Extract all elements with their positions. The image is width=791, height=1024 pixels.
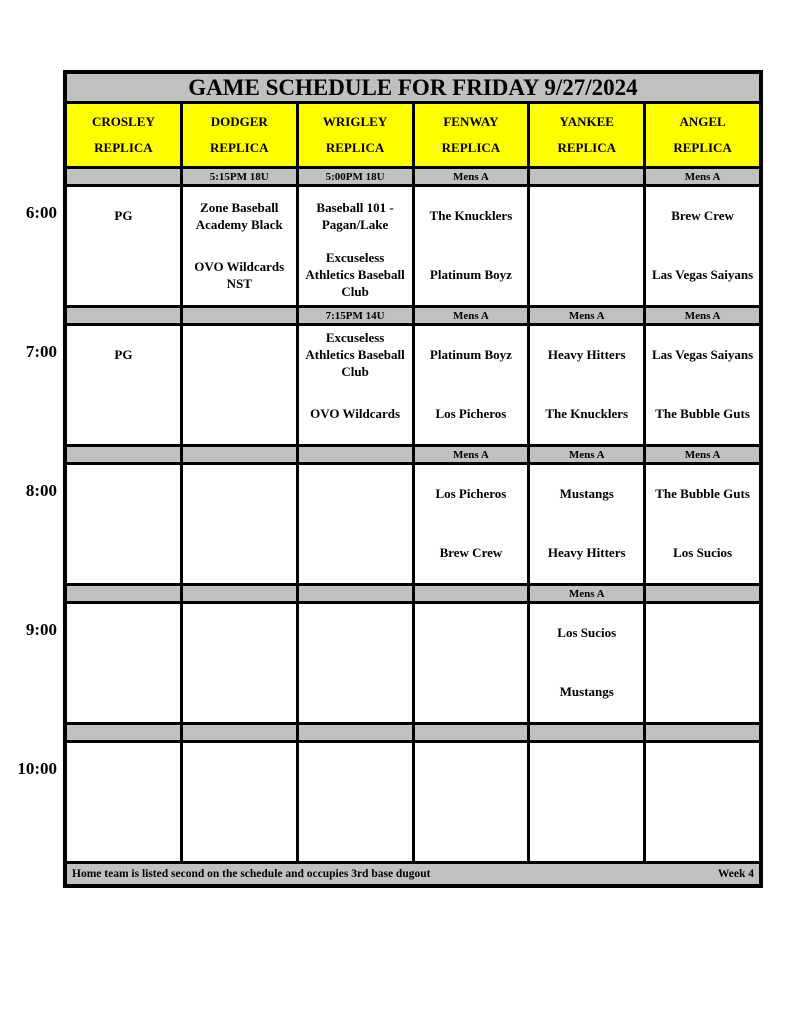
field-header-angel bbox=[646, 104, 759, 166]
game-cell bbox=[299, 465, 412, 583]
game-tag bbox=[67, 586, 180, 601]
home-team bbox=[646, 802, 759, 861]
field-type: REPLICA bbox=[325, 140, 385, 155]
field-name: CROSLEY bbox=[91, 114, 155, 129]
footer-bar bbox=[67, 864, 759, 884]
game-tag: Mens A bbox=[530, 308, 643, 323]
away-team bbox=[183, 604, 296, 663]
time-label-7: 7:00 bbox=[25, 342, 57, 361]
game-cell bbox=[530, 326, 643, 444]
game-cell bbox=[415, 604, 528, 722]
game-tag bbox=[183, 586, 296, 601]
home-team: Heavy Hitters bbox=[547, 545, 626, 561]
field-type: REPLICA bbox=[441, 140, 501, 155]
home-team: Las Vegas Saiyans bbox=[652, 267, 754, 283]
home-team bbox=[299, 802, 412, 861]
field-type: REPLICA bbox=[94, 140, 153, 155]
field-name: YANKEE bbox=[559, 114, 614, 129]
away-team: PG bbox=[114, 208, 133, 224]
game-tag bbox=[183, 447, 296, 462]
week-label: Week 4 bbox=[717, 868, 754, 880]
away-team: PG bbox=[114, 347, 133, 363]
time-label-10: 10:00 bbox=[17, 759, 57, 778]
game-cell bbox=[183, 743, 296, 861]
home-team: Brew Crew bbox=[439, 545, 503, 561]
home-team bbox=[67, 663, 180, 722]
game-cell bbox=[530, 743, 643, 861]
away-team bbox=[646, 604, 759, 663]
game-tag bbox=[67, 725, 180, 740]
game-tag: 5:00PM 18U bbox=[299, 169, 412, 184]
home-team bbox=[67, 524, 180, 583]
field-header-fenway bbox=[415, 104, 528, 166]
game-cell bbox=[67, 326, 180, 444]
away-team: Baseball 101 - Pagan/Lake bbox=[316, 199, 394, 232]
home-team bbox=[530, 246, 643, 305]
game-tag bbox=[299, 725, 412, 740]
home-team bbox=[183, 663, 296, 722]
away-team: The Bubble Guts bbox=[655, 486, 750, 502]
game-tag bbox=[415, 725, 528, 740]
game-cell bbox=[530, 187, 643, 305]
field-header-crosley bbox=[67, 104, 180, 166]
game-cell bbox=[67, 743, 180, 861]
home-team bbox=[183, 385, 296, 444]
game-cell bbox=[67, 465, 180, 583]
home-team bbox=[646, 663, 759, 722]
game-cell bbox=[530, 604, 643, 722]
field-header-yankee bbox=[530, 104, 643, 166]
game-tag: Mens A bbox=[530, 447, 643, 462]
game-cell bbox=[67, 187, 180, 305]
field-name: WRIGLEY bbox=[322, 114, 388, 129]
game-cell bbox=[646, 465, 759, 583]
field-header-wrigley bbox=[299, 104, 412, 166]
game-tag bbox=[299, 586, 412, 601]
game-tag bbox=[67, 308, 180, 323]
time-label-8: 8:00 bbox=[25, 481, 57, 500]
game-cell bbox=[646, 743, 759, 861]
home-team bbox=[183, 524, 296, 583]
game-tag bbox=[530, 169, 643, 184]
away-team bbox=[67, 465, 180, 524]
game-tag bbox=[646, 586, 759, 601]
home-team: The Knucklers bbox=[545, 406, 629, 422]
footer-note: Home team is listed second on the schedule and occupies 3rd base dugout bbox=[72, 868, 431, 880]
game-cell bbox=[530, 465, 643, 583]
home-team: The Bubble Guts bbox=[655, 406, 750, 422]
game-cell bbox=[183, 465, 296, 583]
home-team: Mustangs bbox=[559, 684, 614, 700]
game-cell bbox=[183, 187, 296, 305]
game-tag: Mens A bbox=[415, 447, 528, 462]
away-team bbox=[415, 743, 528, 802]
away-team bbox=[646, 743, 759, 802]
away-team: Los Picheros bbox=[435, 486, 507, 502]
away-team: Las Vegas Saiyans bbox=[652, 347, 754, 363]
game-tag bbox=[67, 169, 180, 184]
time-label-9: 9:00 bbox=[25, 620, 57, 639]
game-cell bbox=[415, 743, 528, 861]
field-type: REPLICA bbox=[557, 140, 616, 155]
game-cell bbox=[646, 326, 759, 444]
game-cell bbox=[183, 326, 296, 444]
field-name: FENWAY bbox=[443, 114, 499, 129]
game-cell bbox=[415, 465, 528, 583]
game-tag: Mens A bbox=[646, 169, 759, 184]
away-team: The Knucklers bbox=[429, 208, 513, 224]
away-team: Mustangs bbox=[559, 486, 614, 502]
home-team bbox=[299, 524, 412, 583]
home-team: Los Sucios bbox=[673, 545, 733, 561]
home-team bbox=[415, 802, 528, 861]
away-team bbox=[299, 465, 412, 524]
game-tag: Mens A bbox=[646, 308, 759, 323]
game-tag: Mens A bbox=[415, 308, 528, 323]
away-team bbox=[183, 465, 296, 524]
game-cell bbox=[646, 187, 759, 305]
game-cell bbox=[299, 743, 412, 861]
game-cell bbox=[299, 604, 412, 722]
field-type: REPLICA bbox=[673, 140, 732, 155]
schedule-table bbox=[63, 70, 763, 888]
away-team bbox=[530, 187, 643, 246]
away-team bbox=[183, 743, 296, 802]
home-team: OVO Wildcards NST bbox=[194, 258, 285, 291]
away-team: Zone Baseball Academy Black bbox=[195, 199, 283, 232]
game-cell bbox=[299, 187, 412, 305]
game-cell bbox=[415, 326, 528, 444]
home-team bbox=[183, 802, 296, 861]
home-team: Platinum Boyz bbox=[429, 267, 512, 283]
away-team bbox=[67, 604, 180, 663]
home-team bbox=[67, 246, 180, 305]
game-tag: Mens A bbox=[646, 447, 759, 462]
game-tag: Mens A bbox=[415, 169, 528, 184]
home-team bbox=[415, 663, 528, 722]
field-name: ANGEL bbox=[679, 114, 726, 129]
away-team bbox=[183, 326, 296, 385]
home-team bbox=[67, 385, 180, 444]
away-team bbox=[299, 743, 412, 802]
game-tag: Mens A bbox=[530, 586, 643, 601]
home-team bbox=[67, 802, 180, 861]
game-tag bbox=[530, 725, 643, 740]
away-team: Brew Crew bbox=[671, 208, 734, 224]
page-title: GAME SCHEDULE FOR FRIDAY 9/27/2024 bbox=[67, 74, 759, 101]
game-tag bbox=[646, 725, 759, 740]
home-team bbox=[299, 663, 412, 722]
game-cell bbox=[67, 604, 180, 722]
away-team: Excuseless Athletics Baseball Club bbox=[305, 330, 405, 379]
away-team bbox=[530, 743, 643, 802]
game-cell bbox=[415, 187, 528, 305]
home-team: Los Picheros bbox=[435, 406, 507, 422]
away-team bbox=[299, 604, 412, 663]
away-team bbox=[415, 604, 528, 663]
field-header-dodger bbox=[183, 104, 296, 166]
away-team bbox=[67, 743, 180, 802]
home-team bbox=[530, 802, 643, 861]
game-cell bbox=[183, 604, 296, 722]
away-team: Los Sucios bbox=[557, 625, 617, 641]
away-team: Heavy Hitters bbox=[547, 347, 626, 363]
away-team: Platinum Boyz bbox=[429, 347, 512, 363]
game-tag bbox=[183, 725, 296, 740]
game-tag bbox=[67, 447, 180, 462]
home-team: Excuseless Athletics Baseball Club bbox=[305, 250, 405, 299]
game-tag bbox=[415, 586, 528, 601]
game-cell bbox=[299, 326, 412, 444]
game-tag bbox=[299, 447, 412, 462]
game-tag: 7:15PM 14U bbox=[299, 308, 412, 323]
game-cell bbox=[646, 604, 759, 722]
home-team: OVO Wildcards bbox=[310, 406, 401, 422]
field-type: REPLICA bbox=[209, 140, 269, 155]
game-tag: 5:15PM 18U bbox=[183, 169, 296, 184]
time-label-6: 6:00 bbox=[25, 203, 57, 222]
game-tag bbox=[183, 308, 296, 323]
field-name: DODGER bbox=[210, 114, 268, 129]
